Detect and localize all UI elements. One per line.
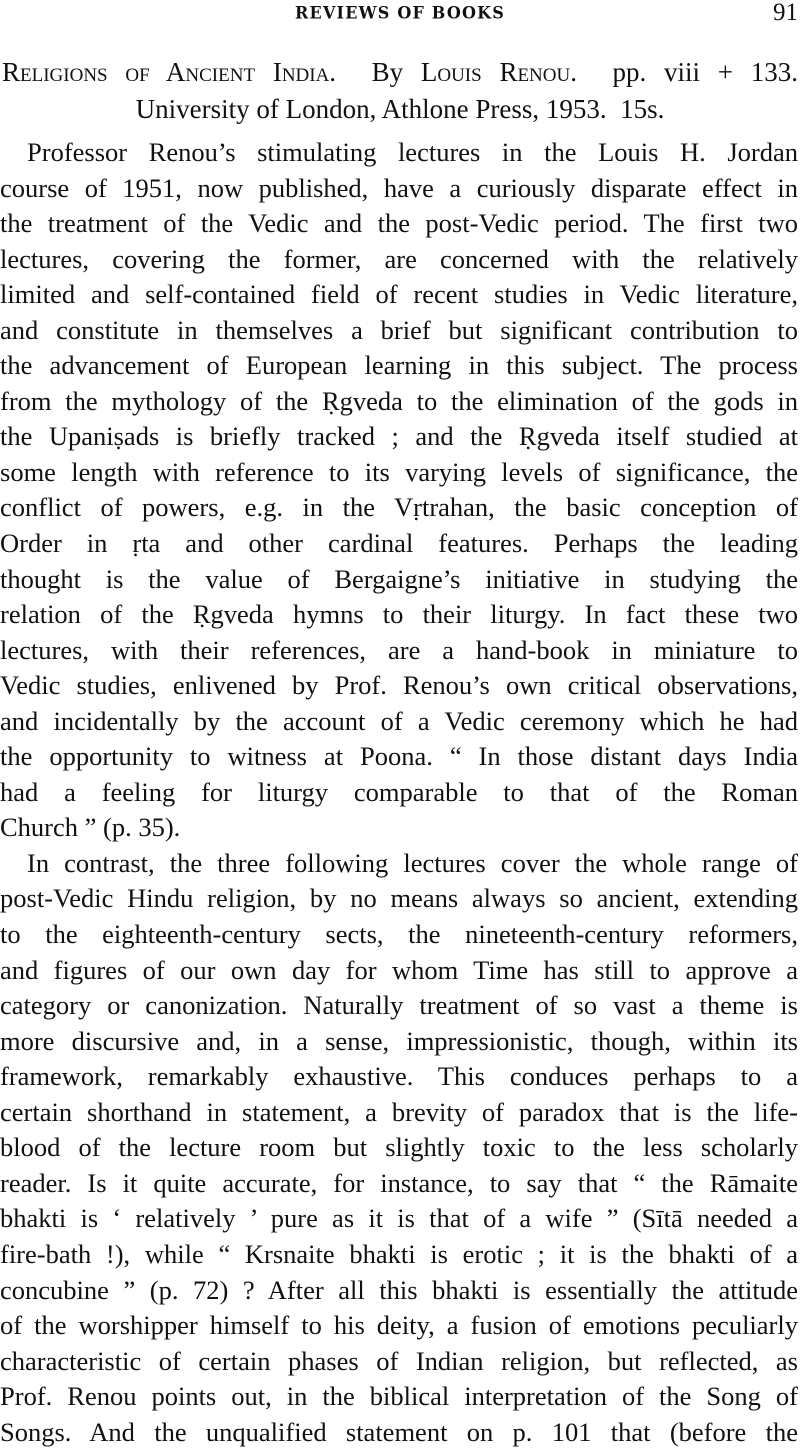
text-line: framework, remarkably exhaustive. This conduces perhaps to a	[0, 1061, 798, 1092]
by-label: By	[371, 57, 404, 87]
book-title: Religions of Ancient India.	[2, 57, 337, 87]
text-line: Order in ṛta and other cardinal features. Perhaps the leading	[0, 528, 798, 559]
text-line: some length with reference to its varying levels of significance, the	[0, 456, 798, 487]
text-line: bhakti is ‘ relatively ’ pure as it is that of a wife ” (Sītā needed a	[0, 1203, 798, 1234]
text-line: the Upaniṣads is briefly tracked ; and the Ṛgveda itself studied at	[0, 421, 798, 452]
text-line: certain shorthand in statement, a brevity of paradox that is the life-	[0, 1096, 798, 1127]
text-line: category or canonization. Naturally treatment of so vast a theme is	[0, 990, 798, 1021]
text-line: from the mythology of the Ṛgveda to the elimination of the gods in	[0, 385, 798, 416]
citation-line-1	[0, 54, 800, 91]
citation-line-2	[0, 91, 800, 128]
text-line: relation of the Ṛgveda hymns to their liturgy. In fact these two	[0, 599, 798, 630]
text-line: characteristic of certain phases of Indian religion, but reflected, as	[0, 1345, 798, 1376]
text-line: Prof. Renou points out, in the biblical interpretation of the Song of	[0, 1381, 798, 1412]
text-line: more discursive and, in a sense, impressionistic, though, within its	[0, 1025, 798, 1056]
text-line: the opportunity to witness at Poona. “ In those distant days India	[0, 741, 798, 772]
book-citation	[0, 54, 800, 128]
text-line: Songs. And the unqualified statement on p. 101 that (before the	[0, 1416, 798, 1447]
text-line: to the eighteenth-century sects, the nineteenth-century reformers,	[0, 919, 798, 950]
text-line: Church ” (p. 35).	[0, 812, 181, 843]
text-line: of the worshipper himself to his deity, a fusion of emotions peculiarly	[0, 1310, 798, 1341]
text-line: blood of the lecture room but slightly toxic to the less scholarly	[0, 1132, 798, 1163]
text-line: Professor Renou’s stimulating lectures in the Louis H. Jordan	[27, 137, 798, 167]
text-line: lectures, covering the former, are concerned with the relatively	[0, 243, 798, 274]
text-line: the treatment of the Vedic and the post-Vedic period. The first two	[0, 208, 798, 239]
text-line: had a feeling for liturgy comparable to that of the Roman	[0, 776, 798, 807]
text-line: and constitute in themselves a brief but significant contribution to	[0, 314, 798, 345]
paragraph-1	[0, 135, 798, 846]
text-line: and figures of our own day for whom Time has still to approve a	[0, 954, 798, 985]
text-line: reader. Is it quite accurate, for instance, to say that “ the Rāmaite	[0, 1167, 798, 1198]
text-line: post-Vedic Hindu religion, by no means always so ancient, extending	[0, 883, 798, 914]
page-number: 91	[773, 0, 798, 26]
publisher: University of London, Athlone Press, 1953.	[135, 94, 607, 124]
text-line: In contrast, the three following lectures cover the whole range of	[27, 847, 798, 878]
running-head	[0, 0, 800, 30]
text-line: fire-bath !), while “ Krsnaite bhakti is erotic ; it is the bhakti of a	[0, 1238, 798, 1269]
text-line: concubine ” (p. 72) ? After all this bhakti is essentially the attitude	[0, 1274, 798, 1305]
book-author: Louis Renou.	[420, 57, 577, 87]
page-count: pp. viii + 133.	[612, 57, 799, 87]
text-line: and incidentally by the account of a Vedic ceremony which he had	[0, 705, 798, 736]
text-line: conflict of powers, e.g. in the Vṛtrahan, the basic conception of	[0, 492, 798, 523]
text-line: limited and self-contained field of recent studies in Vedic literature,	[0, 279, 798, 310]
text-line: lectures, with their references, are a hand-book in miniature to	[0, 634, 798, 665]
price: 15s.	[620, 94, 665, 124]
paragraph-2	[0, 846, 798, 1450]
text-line: course of 1951, now published, have a curiously disparate effect in	[0, 172, 798, 203]
text-line: Vedic studies, enlivened by Prof. Renou’s own critical observations,	[0, 670, 798, 701]
text-line: the advancement of European learning in this subject. The process	[0, 350, 798, 381]
text-line: thought is the value of Bergaigne’s initiative in studying the	[0, 563, 798, 594]
review-body	[0, 135, 798, 1450]
running-title: REVIEWS OF BOOKS	[295, 2, 505, 23]
